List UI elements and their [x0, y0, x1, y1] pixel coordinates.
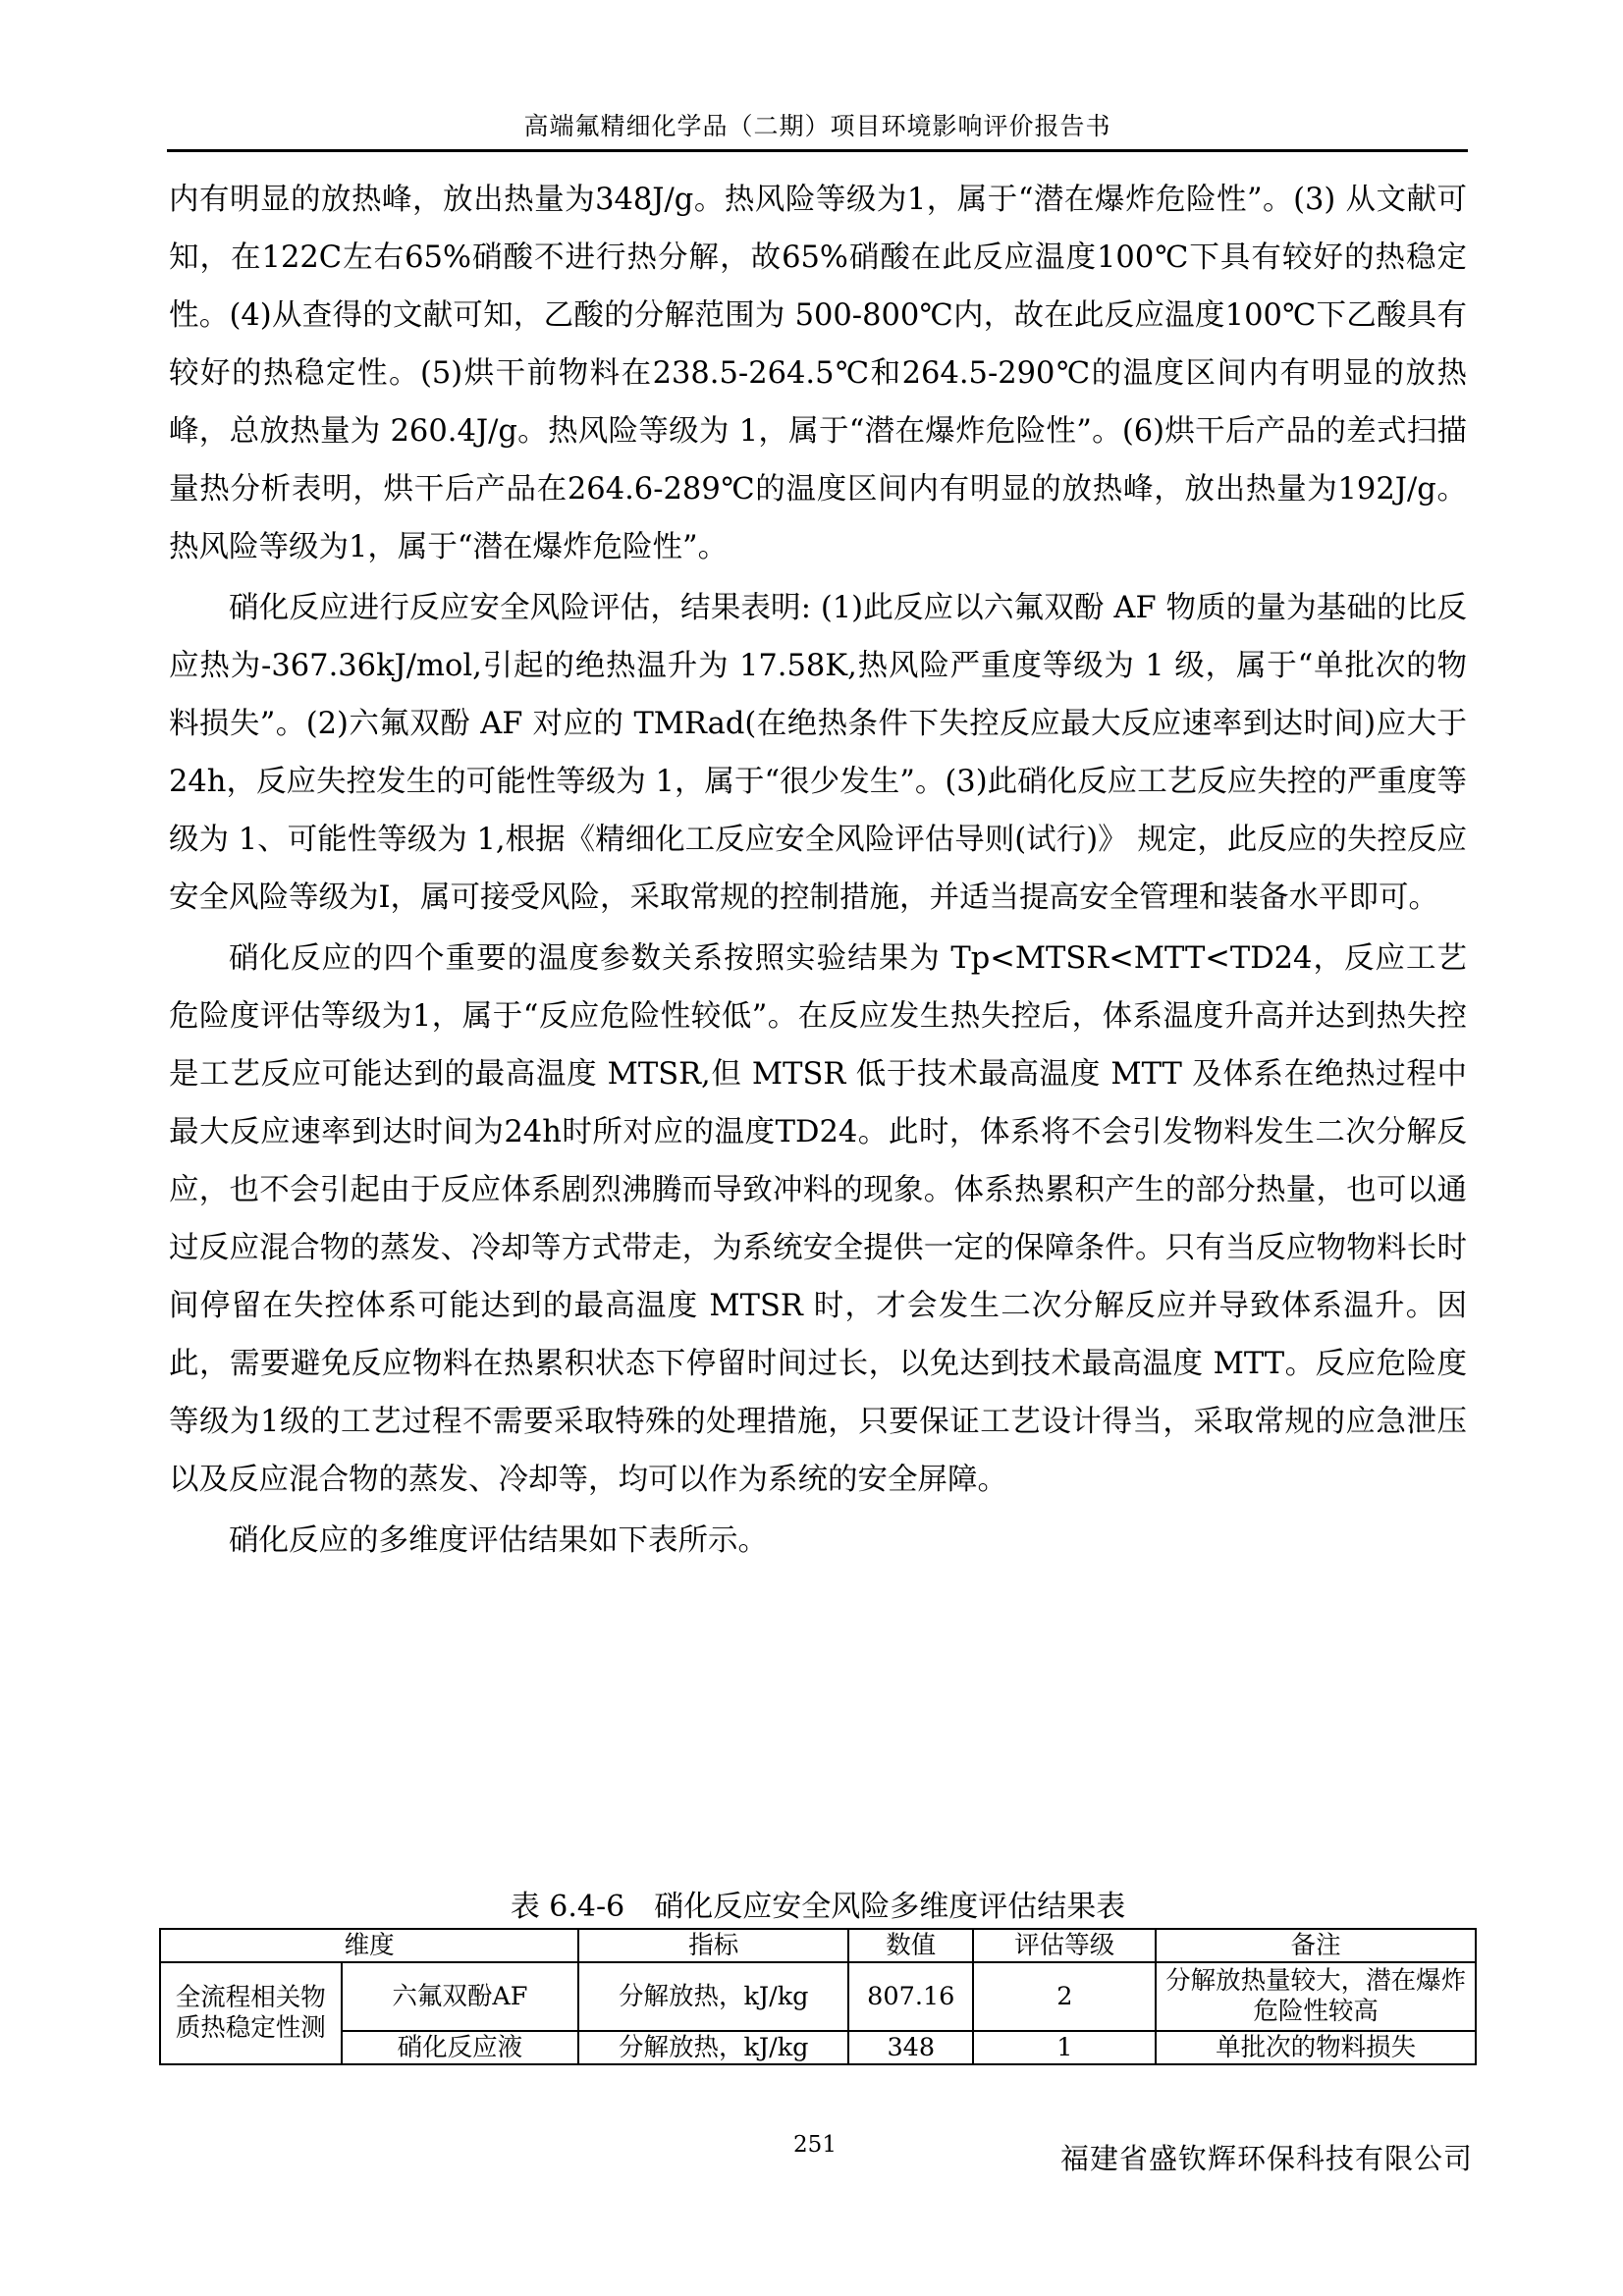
paragraph-1: 内有明显的放热峰，放出热量为348J/g。热风险等级为1，属于“潜在爆炸危险性”。(3) 从文献可知，在122C左右65%硝酸不进行热分解，故65%硝酸在此反应温度100℃下具有较好的热稳定性。(4)从查得的文献可知，乙酸的分解范围为 500-800℃内，故在此反应温度100℃下乙酸具有较好的热稳定性。(5)烘干前物料在238.5-264.5℃和264.5-290℃的温度区间内有明显的放热峰，总放热量为 260.4J/g。热风险等级为 1，属于“潜在爆炸危险性”。(6)烘干后产品的差式扫描量热分析表明，烘干后产品在264.6-289℃的温度区间内有明显的放热峰，放出热量为192J/g。热风险等级为1，属于“潜在爆炸危险性”。	[169, 183, 1467, 564]
page-number: 251	[793, 2132, 837, 2158]
results-table	[159, 1928, 1477, 2065]
note-cell: 分解放热量较大，潜在爆炸危险性较高	[1156, 1962, 1476, 2031]
header-value: 数值	[848, 1929, 973, 1962]
indicator-cell: 分解放热，kJ/kg	[578, 2031, 848, 2064]
value-cell: 807.16	[848, 1962, 973, 2031]
table-row	[160, 1962, 1476, 2031]
table-row	[160, 2031, 1476, 2064]
item-cell: 硝化反应液	[342, 2031, 579, 2064]
header-indicator: 指标	[578, 1929, 848, 1962]
paragraph-2: 硝化反应进行反应安全风险评估，结果表明: (1)此反应以六氟双酚 AF 物质的量为基础的比反应热为-367.36kJ/mol,引起的绝热温升为 17.58K,热风险严重度等级为 1 级，属于“单批次的物料损失”。(2)六氟双酚 AF 对应的 TMRad(在绝热条件下失控反应最大反应速率到达时间)应大于 24h，反应失控发生的可能性等级为 1，属于“很少发生”。(3)此硝化反应工艺反应失控的严重度等级为 1、可能性等级为 1,根据《精细化工反应安全风险评估导则(试行)》 规定，此反应的失控反应安全风险等级为I，属可接受风险，采取常规的控制措施，并适当提高安全管理和装备水平即可。	[169, 591, 1467, 915]
value-cell: 348	[848, 2031, 973, 2064]
body-text	[169, 171, 1467, 1570]
paragraph-4: 硝化反应的多维度评估结果如下表所示。	[229, 1523, 768, 1558]
indicator-cell: 分解放热，kJ/kg	[578, 1962, 848, 2031]
group-label-cell: 全流程相关物质热稳定性测	[160, 1962, 342, 2064]
level-cell: 1	[973, 2031, 1156, 2064]
header-level: 评估等级	[973, 1929, 1156, 1962]
level-cell: 2	[973, 1962, 1156, 2031]
footer-company: 福建省盛钦辉环保科技有限公司	[1059, 2142, 1473, 2175]
header-note: 备注	[1156, 1929, 1476, 1962]
header-divider	[167, 149, 1468, 152]
note-cell: 单批次的物料损失	[1156, 2031, 1476, 2064]
item-cell: 六氟双酚AF	[342, 1962, 579, 2031]
paragraph-3: 硝化反应的四个重要的温度参数关系按照实验结果为 Tp<MTSR<MTT<TD24，反应工艺危险度评估等级为1，属于“反应危险性较低”。在反应发生热失控后，体系温度升高并达到热失控是工艺反应可能达到的最高温度 MTSR,但 MTSR 低于技术最高温度 MTT 及体系在绝热过程中最大反应速率到达时间为24h时所对应的温度TD24。此时，体系将不会引发物料发生二次分解反应，也不会引起由于反应体系剧烈沸腾而导致冲料的现象。体系热累积产生的部分热量，也可以通过反应混合物的蒸发、冷却等方式带走，为系统安全提供一定的保障条件。只有当反应物物料长时间停留在失控体系可能达到的最高温度 MTSR 时，才会发生二次分解反应并导致体系温升。因此，需要避免反应物料在热累积状态下停留时间过长，以免达到技术最高温度 MTT。反应危险度等级为1级的工艺过程不需要采取特殊的处理措施，只要保证工艺设计得当，采取常规的应急泄压以及反应混合物的蒸发、冷却等，均可以作为系统的安全屏障。	[169, 941, 1467, 1497]
table-caption: 表 6.4-6 硝化反应安全风险多维度评估结果表	[510, 1890, 1126, 1924]
table-header-row	[160, 1929, 1476, 1962]
header-dimension: 维度	[160, 1929, 578, 1962]
document-header-title: 高端氟精细化学品（二期）项目环境影响评价报告书	[523, 112, 1111, 140]
